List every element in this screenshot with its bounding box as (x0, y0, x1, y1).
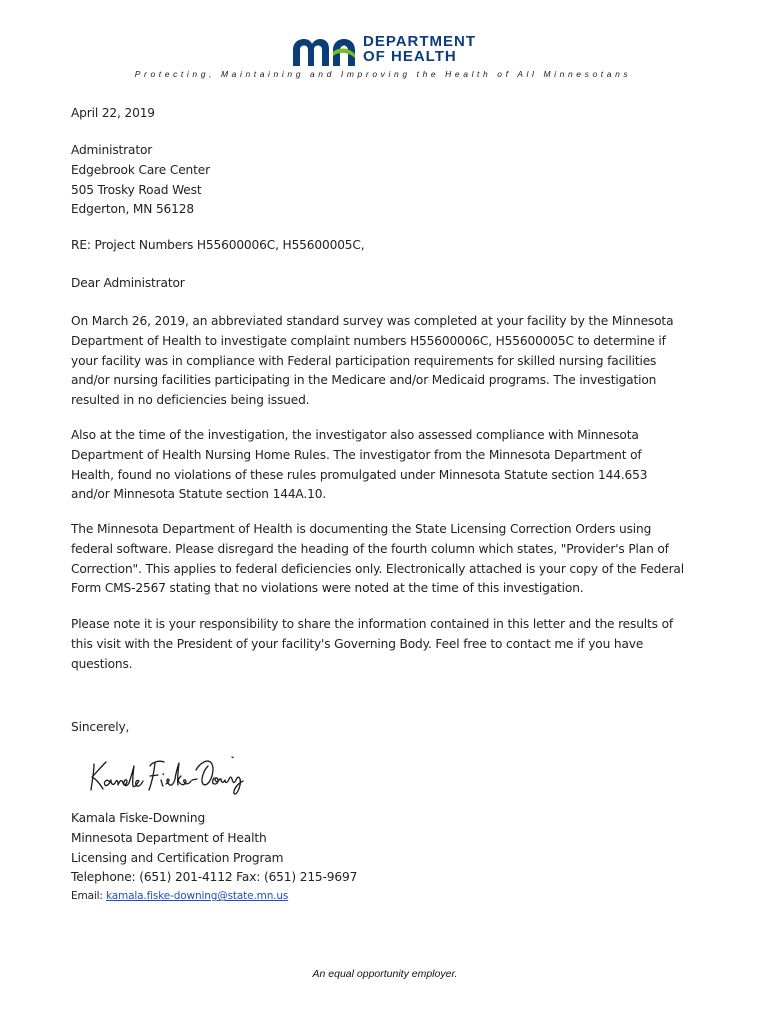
body-line: Form CMS-2567 stating that no violations were noted at the time of this investigation. (71, 581, 584, 596)
signer-name: Kamala Fiske-Downing (71, 811, 206, 825)
body-line: Please note it is your responsibility to share the information contained in this letter and the results of (71, 617, 674, 631)
body-line: and/or Minnesota Statute section 144A.10. (71, 487, 327, 502)
body-line: federal software. Please disregard the heading of the fourth column which states, "Provider's Plan of (71, 541, 669, 556)
mdh-logo (289, 33, 489, 68)
address-line: Administrator (71, 143, 153, 157)
body-line: Correction". This applies to federal deficiencies only. Electronically attached is your copy of the Federal (71, 561, 684, 576)
body-line: On March 26, 2019, an abbreviated standard survey was completed at your facility by the Minnesota (71, 314, 674, 328)
letterhead-tagline: Protecting, Maintaining and Improving the Health of All Minnesotans (134, 69, 632, 79)
body-line: this visit with the President of your facility's Governing Body. Feel free to contact me if you have (71, 636, 644, 651)
logo-line-2: OF HEALTH (363, 48, 457, 65)
salutation: Dear Administrator (71, 276, 185, 290)
closing: Sincerely, (71, 720, 130, 734)
signer-block (71, 809, 711, 904)
signer-email-line (71, 888, 711, 904)
body-line: and/or nursing facilities participating in the Medicare and/or Medicaid programs. The investigation (71, 373, 657, 388)
body-line: questions. (71, 656, 133, 671)
body-paragraph-3 (71, 520, 711, 599)
body-line: Health, found no violations of these rules promulgated under Minnesota Statute section 144.653 (71, 467, 648, 482)
address-line: Edgerton, MN 56128 (71, 202, 194, 217)
signer-org: Minnesota Department of Health (71, 830, 267, 845)
email-label: Email: (71, 890, 106, 903)
signer-program: Licensing and Certification Program (71, 850, 284, 865)
body-line: Also at the time of the investigation, the investigator also assessed compliance with Minnesota (71, 428, 639, 442)
signer-phone: Telephone: (651) 201-4112 Fax: (651) 215-9697 (71, 870, 358, 885)
letter-date: April 22, 2019 (71, 106, 155, 120)
body-paragraph-2 (71, 426, 711, 505)
body-paragraph-4 (71, 615, 711, 674)
handwritten-signature (86, 752, 246, 802)
mn-logo-mark-icon (289, 36, 359, 68)
footer-equal-opportunity: An equal opportunity employer. (312, 968, 458, 980)
body-line: Department of Health to investigate complaint numbers H55600006C, H55600005C to determine if (71, 333, 666, 348)
address-line: Edgebrook Care Center (71, 162, 210, 177)
body-line: resulted in no deficiencies being issued. (71, 393, 310, 408)
re-line: RE: Project Numbers H55600006C, H55600005C, (71, 238, 365, 252)
address-line: 505 Trosky Road West (71, 182, 202, 197)
recipient-address (71, 141, 711, 220)
logo-line-1: DEPARTMENT (363, 33, 477, 50)
body-paragraph-1 (71, 312, 711, 411)
body-line: your facility was in compliance with Federal participation requirements for skilled nursing facilities (71, 353, 657, 368)
body-line: Department of Health Nursing Home Rules. The investigator from the Minnesota Department of (71, 447, 642, 462)
body-line: The Minnesota Department of Health is documenting the State Licensing Correction Orders using (71, 522, 652, 536)
email-link[interactable]: kamala.fiske-downing@state.mn.us (105, 890, 289, 903)
